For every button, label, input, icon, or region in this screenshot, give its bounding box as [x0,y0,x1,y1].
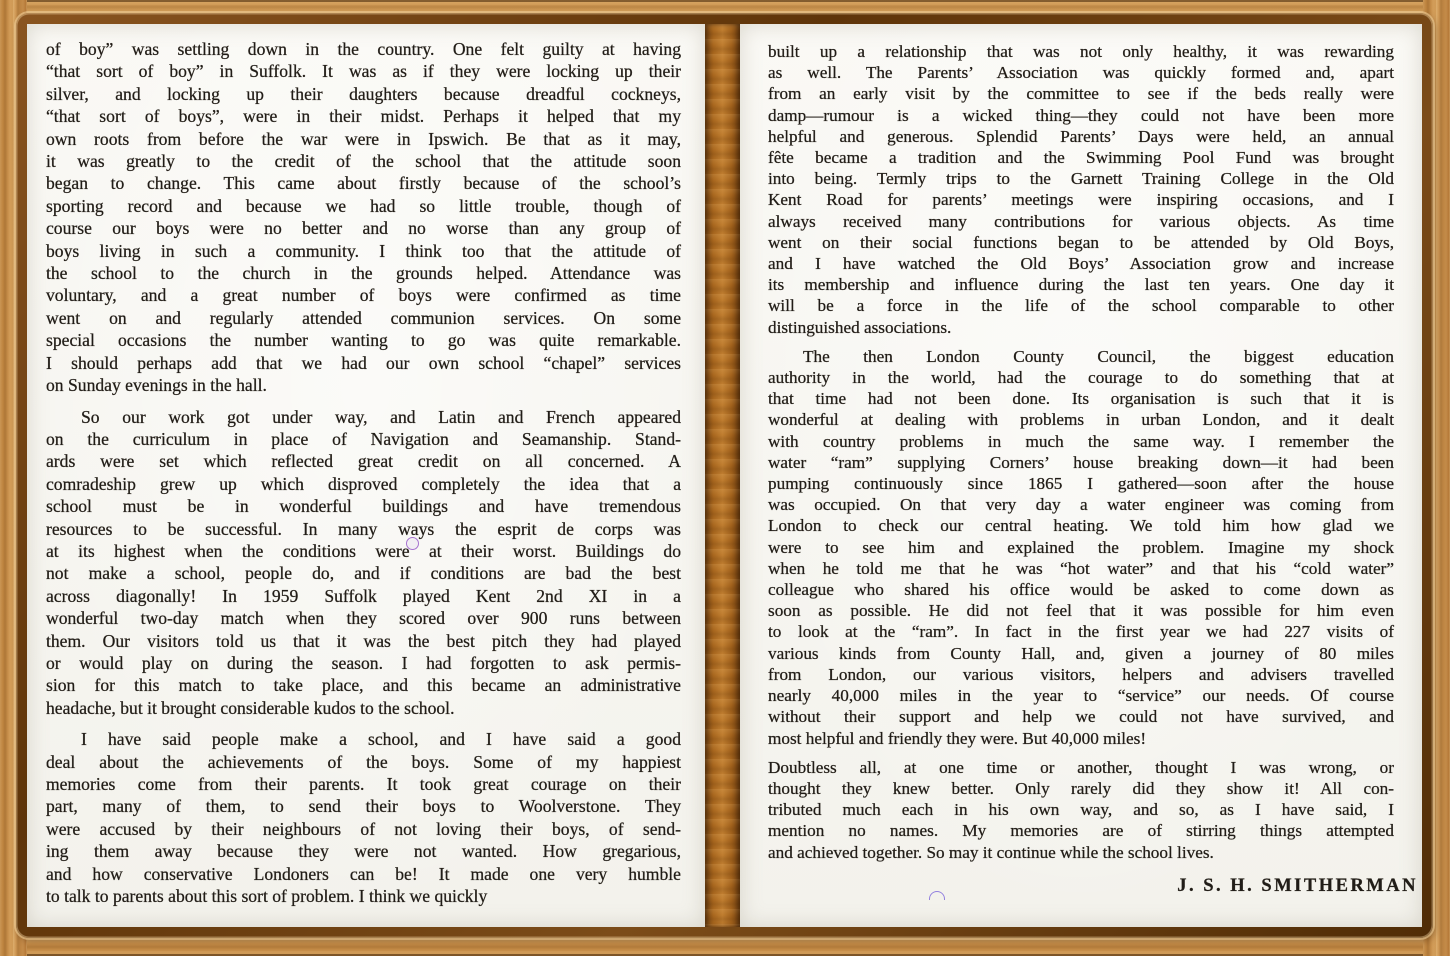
text-line: nearly 40,000 miles in the year to “service” our needs. Of course [768,686,1394,706]
text-line: and how conservative Londoners can be! It made one very humble [46,863,681,884]
text-line: memories come from their parents. It took great courage on their [46,774,681,794]
text-line: and achieved together. So may it continue while the school lives. [768,842,1214,862]
page-right-text-column [740,24,1422,863]
text-line: wonderful two-day match when they scored over 900 runs between [46,608,681,629]
text-line: special occasions the number wanting to go was quite remarkable. [46,330,681,351]
text-line: wonderful at dealing with problems in urban London, and it dealt [768,410,1394,430]
text-line: not make a school, people do, and if conditions are bad the best [46,563,681,584]
text-line: it was greatly to the credit of the school that the attitude soon [46,151,681,172]
text-line: own roots from before the war were in Ipswich. Be that as it may, [46,128,681,149]
text-line: helpful and generous. Splendid Parents’ Days were held, an annual [768,126,1394,146]
paragraph [768,757,1394,863]
text-line: most helpful and friendly they were. But 40,000 miles! [768,728,1147,748]
text-line: on the curriculum in place of Navigation and Seamanship. Stand- [46,428,681,449]
text-line: headache, but it brought considerable kudos to the school. [46,697,455,718]
paragraph [46,406,681,720]
paragraph [46,38,681,397]
text-line: colleague who shared his office would be asked to come down as [768,580,1394,600]
text-line: from London, our various visitors, helpers and advisers travelled [768,664,1394,684]
text-line: damp—rumour is a wicked thing—they could not have been more [768,105,1394,125]
page-right [740,24,1422,927]
text-line: soon as possible. He did not feel that it was possible for him even [768,601,1394,621]
text-line: sion for this match to take place, and this became an administrative [46,675,681,696]
text-line: into being. Termly trips to the Garnett Training College in the Old [768,169,1394,189]
text-line: ing them away because they were not wanted. How gregarious, [46,841,681,862]
text-line: water “ram” supplying Corners’ house breaking down—it had been [768,452,1394,472]
paragraph [46,728,681,907]
text-line: sporting record and because we had so little trouble, though of [46,195,681,216]
text-line: to look at the “ram”. In fact in the first year we had 227 visits of [768,622,1394,642]
text-line: at its highest when the conditions were at their worst. Buildings do [46,540,681,561]
text-line: ards were set which reflected great credit on all concerned. A [46,451,681,472]
text-line: that time had not been done. Its organisation is such that it is [768,389,1394,409]
text-line: of boy” was settling down in the country. One felt guilty at having [46,39,681,59]
wood-divider-strip [705,24,740,927]
text-line: course our boys were no better and no worse than any group of [46,218,681,239]
text-line: part, many of them, to send their boys to Woolverstone. They [46,796,681,817]
text-line: London to check our central heating. We told him how glad we [768,516,1394,536]
text-line: were accused by their neighbours of not loving their boys, of send- [46,818,681,839]
text-line: mention no names. My memories are of stirring things attempted [768,821,1394,841]
text-line: deal about the achievements of the boys. Some of my happiest [46,751,681,772]
text-line: its membership and influence during the last ten years. One day it [768,275,1394,295]
text-line: Doubtless all, at one time or another, thought I was wrong, or [768,757,1394,777]
text-line: went on their social functions began to be attended by Old Boys, [768,232,1394,252]
text-line: always received many contributions for various objects. As time [768,211,1394,231]
text-line: Kent Road for parents’ meetings were inspiring occasions, and I [768,190,1394,210]
text-line: school must be in wonderful buildings and have tremendous [46,496,681,517]
text-line: various kinds from County Hall, and, given a journey of 80 miles [768,643,1394,663]
text-line: built up a relationship that was not only healthy, it was rewarding [768,42,1394,61]
text-line: the school to the church in the grounds helped. Attendance was [46,263,681,284]
signature: J. S. H. SMITHERMAN [1177,875,1418,896]
text-line: began to change. This came about firstly because of the school’s [46,173,681,194]
text-line: voluntary, and a great number of boys were confirmed as time [46,285,681,306]
text-line: will be a force in the life of the school comparable to other [768,296,1394,316]
text-line: resources to be successful. In many ways the esprit de corps was [46,518,681,539]
text-line: fête became a tradition and the Swimming Pool Fund was brought [768,148,1394,168]
page-left [27,24,705,927]
text-line: or would play on during the season. I had forgotten to ask permis- [46,652,681,673]
text-line: on Sunday evenings in the hall. [46,375,267,396]
text-line: distinguished associations. [768,317,952,337]
text-line: boys living in such a community. I think too that the attitude of [46,240,681,261]
text-line: to talk to parents about this sort of problem. I think we quickly [46,886,488,907]
text-line: pumping continuously since 1865 I gathered—soon after the house [768,474,1394,494]
text-line: comradeship grew up which disproved completely the idea that a [46,473,681,494]
text-line: silver, and locking up their daughters because dreadful cockneys, [46,83,681,104]
page-spread [27,24,1422,927]
text-line: with country problems in much the same way. I remember the [768,431,1394,451]
text-line: and I have watched the Old Boys’ Association grow and increase [768,254,1394,274]
text-line: from an early visit by the committee to see if the beds really were [768,84,1394,104]
text-line: across diagonally! In 1959 Suffolk played Kent 2nd XI in a [46,585,681,606]
text-line: authority in the world, had the courage to do something that at [768,368,1394,388]
text-line: them. Our visitors told us that it was the best pitch they had played [46,630,681,651]
text-line: were to see him and explained the problem. Imagine my shock [768,537,1394,557]
text-line: when he told me that he was “hot water” and that his “cold water” [768,558,1394,578]
paragraph [768,41,1394,338]
scan-artifact-arc [929,891,945,900]
text-line: So our work got under way, and Latin and French appeared [81,406,681,427]
text-line: tributed much each in his own way, and so, as I have said, I [768,800,1394,820]
scan-artifact-circle [406,537,419,550]
text-line: thought they knew better. Only rarely did they show it! All con- [768,778,1394,798]
page-left-text-column [27,24,705,907]
text-line: went on and regularly attended communion services. On some [46,307,681,328]
text-line: “that sort of boys”, were in their midst. Perhaps it helped that my [46,106,681,127]
text-line: was occupied. On that very day a water engineer was coming from [768,495,1394,515]
text-line: as well. The Parents’ Association was quickly formed and, apart [768,63,1394,83]
text-line: without their support and help we could not have survived, and [768,707,1394,727]
text-line: I should perhaps add that we had our own school “chapel” services [46,352,681,373]
paragraph [768,346,1394,749]
text-line: “that sort of boy” in Suffolk. It was as if they were locking up their [46,61,681,82]
text-line: The then London County Council, the biggest education [803,346,1394,366]
text-line: I have said people make a school, and I have said a good [81,729,681,750]
